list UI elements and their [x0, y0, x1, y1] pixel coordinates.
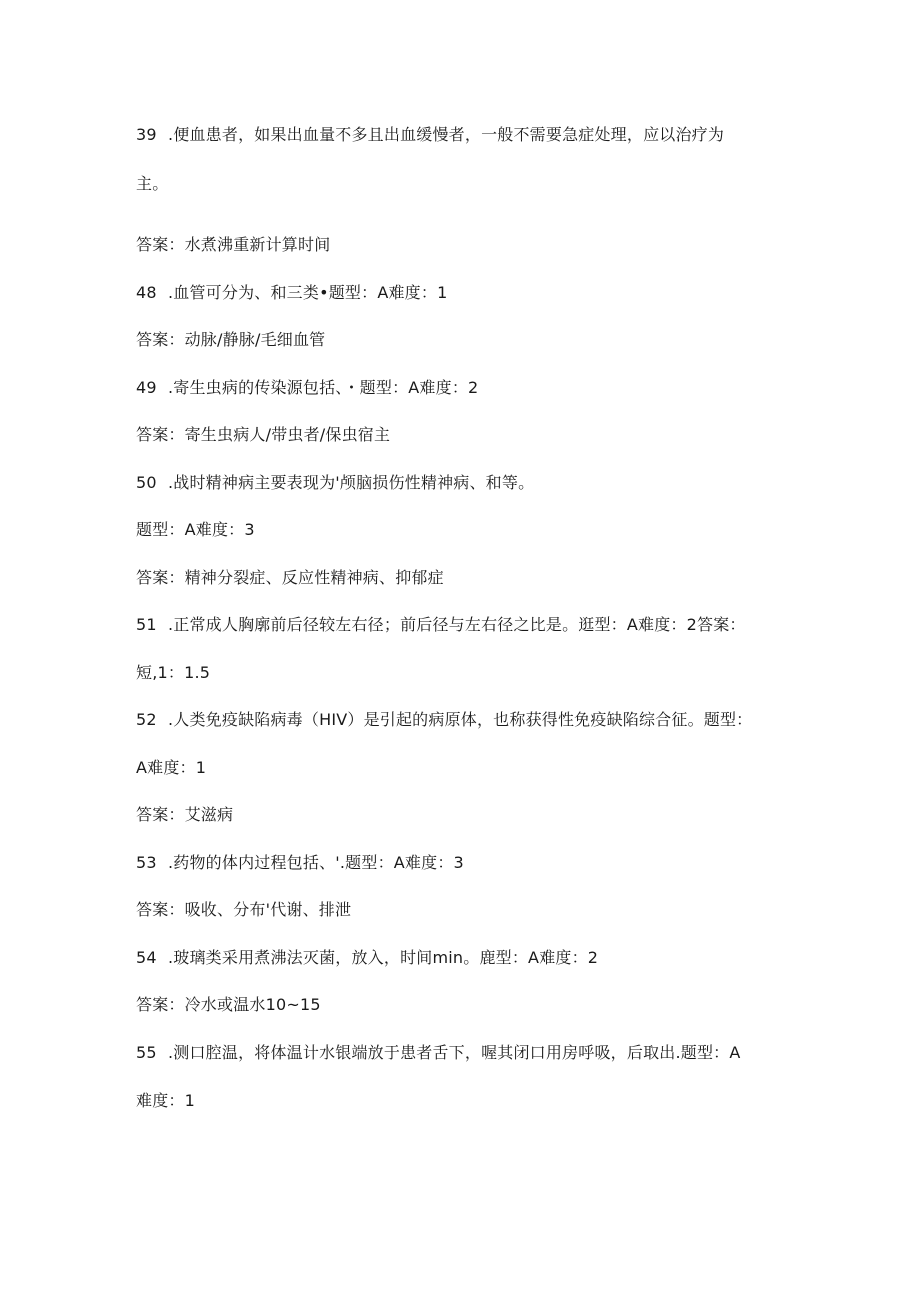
- answer-text: 答案：吸收、分布'代谢、排泄: [136, 900, 352, 919]
- question-55-meta: [136, 1091, 195, 1111]
- question-54: [136, 948, 598, 968]
- question-text: .战时精神病主要表现为'颅脑损伤性精神病、和等。: [168, 473, 535, 492]
- question-number: 55: [136, 1043, 157, 1062]
- question-text: 主。: [136, 174, 169, 193]
- question-number: 51: [136, 615, 157, 634]
- question-meta: 难度：1: [136, 1091, 195, 1110]
- question-number: 52: [136, 710, 157, 729]
- question-text: .正常成人胸廓前后径较左右径；前后径与左右径之比是。逛型：A难度：2答案：: [168, 615, 746, 634]
- answer-50: [136, 568, 444, 588]
- answer-text: 答案：水煮沸重新计算时间: [136, 235, 331, 254]
- answer-text: 答案：艾滋病: [136, 805, 234, 824]
- question-number: 54: [136, 948, 157, 967]
- question-text: .血管可分为、和三类•题型：A难度：1: [168, 283, 448, 302]
- question-meta: A难度：1: [136, 758, 207, 777]
- question-number: 48: [136, 283, 157, 302]
- answer-52: [136, 805, 233, 825]
- question-text: .人类免疫缺陷病毒（HIV）是引起的病原体，也称获得性免疫缺陷综合征。题型：: [168, 710, 753, 729]
- question-55: [136, 1043, 741, 1063]
- question-number: 49: [136, 378, 157, 397]
- answer-48: [136, 330, 325, 350]
- question-meta: 题型：A难度：3: [136, 520, 255, 539]
- answer-text: 答案：冷水或温水10~15: [136, 995, 321, 1014]
- question-52-meta: [136, 758, 206, 778]
- question-text: .药物的体内过程包括、'.题型：A难度：3: [168, 853, 464, 872]
- answer-text: 答案：动脉/静脉/毛细血管: [136, 330, 326, 349]
- question-39-line1: [136, 125, 724, 145]
- answer-54: [136, 995, 321, 1015]
- question-50-meta: [136, 520, 255, 540]
- question-text: .测口腔温，将体温计水银端放于患者舌下，喔其闭口用房呼吸，后取出.题型：A: [168, 1043, 741, 1062]
- question-48: [136, 283, 447, 303]
- answer-text: 答案：精神分裂症、反应性精神病、抑郁症: [136, 568, 444, 587]
- question-49: [136, 378, 478, 398]
- question-number: 53: [136, 853, 157, 872]
- question-number: 50: [136, 473, 157, 492]
- question-text: .便血患者，如果出血量不多且出血缓慢者，一般不需要急症处理，应以治疗为: [168, 125, 725, 144]
- answer-text: 答案：寄生虫病人/带虫者/保虫宿主: [136, 425, 391, 444]
- answer-51: [136, 663, 210, 683]
- question-text: .寄生虫病的传染源包括、・题型：A难度：2: [168, 378, 479, 397]
- question-39-line2: [136, 174, 168, 194]
- answer-39: [136, 235, 330, 255]
- answer-53: [136, 900, 351, 920]
- question-text: .玻璃类采用煮沸法灭菌，放入，时间min。鹿型：A难度：2: [168, 948, 599, 967]
- question-50: [136, 473, 534, 493]
- question-number: 39: [136, 125, 157, 144]
- question-51: [136, 615, 746, 635]
- question-52: [136, 710, 752, 730]
- answer-49: [136, 425, 390, 445]
- answer-text: 短,1：1.5: [136, 663, 211, 682]
- question-53: [136, 853, 464, 873]
